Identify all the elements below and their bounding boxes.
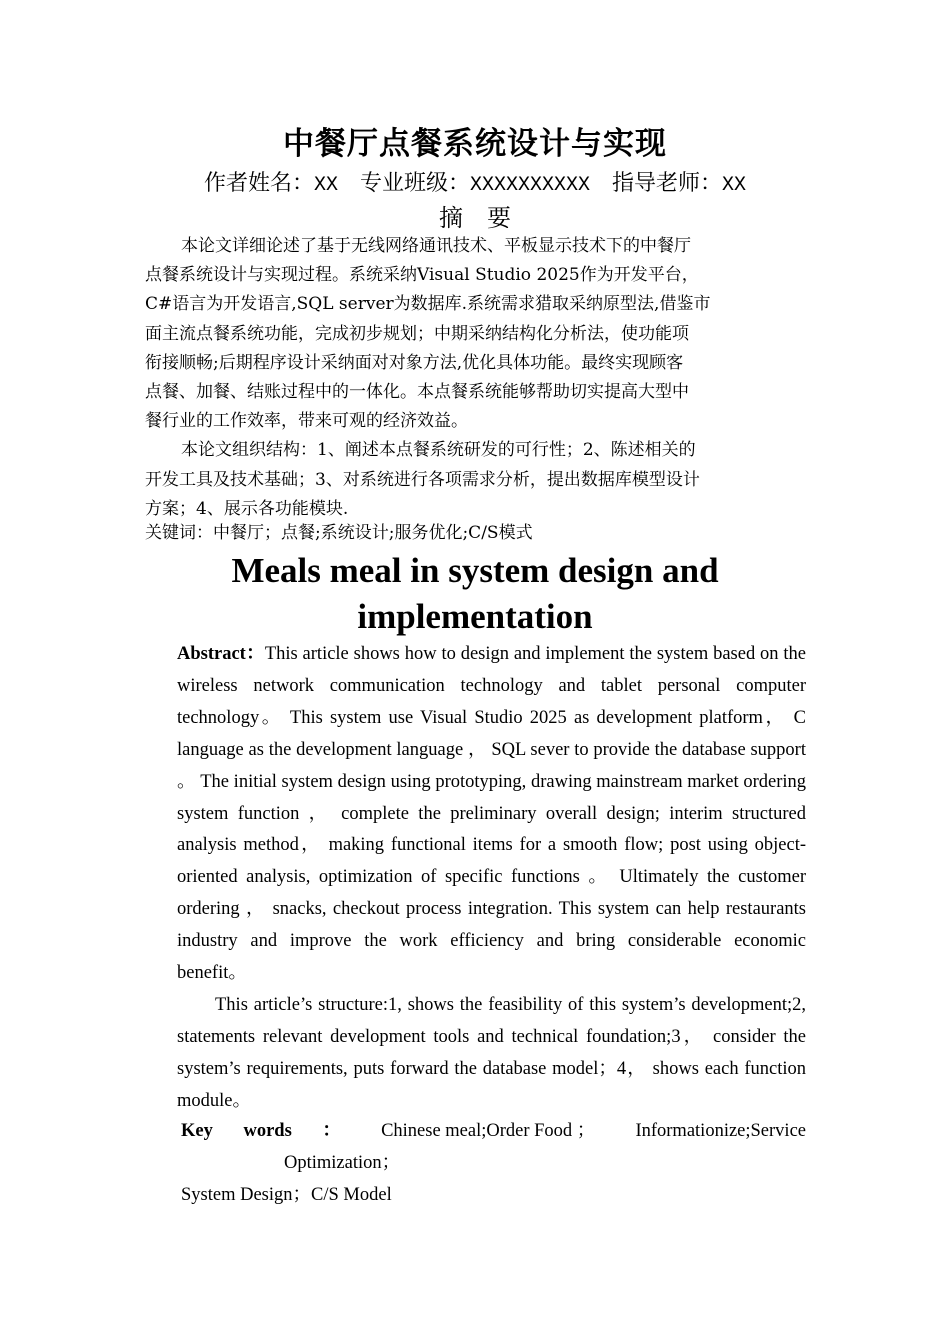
chinese-title: 中餐厅点餐系统设计与实现 [283,126,667,162]
english-keywords-row-1 [181,1116,806,1148]
english-abstract-body [177,639,806,1118]
chinese-abstract-line: 面主流点餐系统功能，完成初步规划；中期采纳结构化分析法，使功能项 [145,323,689,344]
advisor-label: 指导老师： [612,171,723,196]
english-keywords-row-2: Optimization； [284,1152,401,1173]
chinese-abstract-line: 本论文组织结构：1、阐述本点餐系统研发的可行性；2、陈述相关的 [181,440,696,461]
chinese-abstract-line: C#语言为开发语言,SQL server为数据库.系统需求猎取采纳原型法,借鉴市 [145,294,711,315]
english-title-line-1: Meals meal in system design and [231,551,719,590]
chinese-abstract-line: 方案；4、展示各功能模块. [145,498,349,519]
english-keywords-row-3: System Design；C/S Model [181,1184,392,1205]
chinese-abstract-line: 餐行业的工作效率，带来可观的经济效益。 [145,411,468,432]
english-keywords-label: Key words ： [181,1121,341,1141]
advisor-value: XX [722,174,747,197]
english-keywords-part-2: Informationize;Service [635,1121,806,1141]
english-abstract-paragraph-1 [177,639,806,990]
chinese-abstract-line: 衔接顺畅;后期程序设计采纳面对对象方法,优化具体功能。最终实现顾客 [145,352,684,373]
chinese-abstract-line: 点餐系统设计与实现过程。系统采纳Visual Studio 2025作为开发平台， [145,265,699,286]
english-keywords [181,1116,806,1212]
chinese-keywords [145,518,785,543]
chinese-abstract-line: 本论文详细论述了基于无线网络通讯技术、平板显示技术下的中餐厅 [181,236,691,256]
chinese-abstract-line: 点餐、加餐、结账过程中的一体化。本点餐系统能够帮助切实提高大型中 [145,382,689,403]
author-info-line [0,166,950,197]
english-abstract-label: Abstract： [177,644,265,664]
author-name-value: XX [313,174,338,197]
english-keywords-part-1: Chinese meal;Order Food ； [381,1121,596,1141]
chinese-keywords-label: 关键词： [145,523,213,543]
english-title-line-2: implementation [357,597,593,636]
english-abstract-paragraph-2: This article’s structure:1, shows the feasibility of this system’s development;2, statements relevant development tools and technical foundation;3， consider the system’s requirements, puts forward the database model；4， shows each function module。 [177,994,806,1111]
english-abstract-text-1: This article shows how to design and implement the system based on the wireless network communication technology and tablet personal computer technology。 This system use Visual Studio 2025 as development platform， C language as the development language ， SQL sever to provide the database support 。 The initial system design using prototyping, drawing mainstream market ordering system function ， complete the preliminary overall design; interim structured analysis method， making functional items for a smooth flow; post using object-oriented analysis, optimization of specific functions 。 Ultimately the customer ordering ， snacks, checkout process integration. This system can help restaurants industry and improve the work efficiency and bring considerable economic benefit。 [177,644,807,984]
chinese-abstract-heading: 摘要 [439,204,535,232]
chinese-abstract-body [145,232,775,524]
author-name-label: 作者姓名： [203,171,314,196]
class-value: XXXXXXXXXX [469,174,591,197]
english-title [0,548,950,640]
chinese-keywords-value: 中餐厅；点餐;系统设计;服务优化;C/S模式 [213,523,533,543]
class-label: 专业班级： [359,171,470,196]
chinese-abstract-line: 开发工具及技术基础；3、对系统进行各项需求分析，提出数据库模型设计 [145,469,700,490]
